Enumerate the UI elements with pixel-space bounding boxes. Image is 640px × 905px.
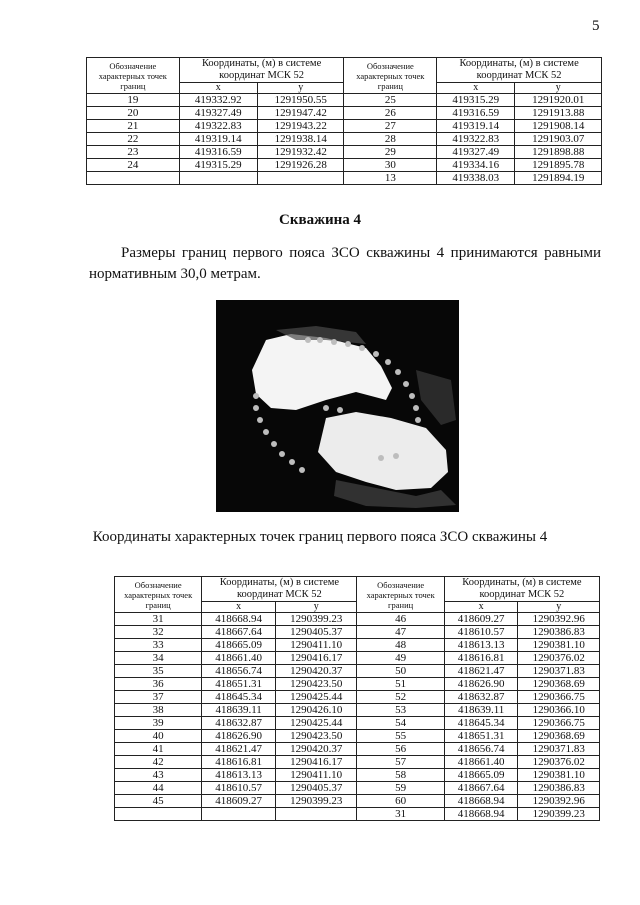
table-row <box>115 769 600 782</box>
cell-x: 418610.57 <box>444 626 518 639</box>
cell-x: 418632.87 <box>202 717 276 730</box>
cell-y <box>275 808 357 821</box>
cell-x: 419327.49 <box>179 107 257 120</box>
cell-y: 1290366.10 <box>518 704 600 717</box>
cell-point: 38 <box>115 704 202 717</box>
cell-x: 418645.34 <box>202 691 276 704</box>
cell-x: 418639.11 <box>202 704 276 717</box>
cell-y: 1290405.37 <box>275 782 357 795</box>
cell-y: 1291908.14 <box>515 120 602 133</box>
cell-y: 1290399.23 <box>275 613 357 626</box>
cell-y: 1291895.78 <box>515 159 602 172</box>
cell-point: 13 <box>344 172 437 185</box>
cell-point: 26 <box>344 107 437 120</box>
header-y-left: y <box>275 602 357 613</box>
aerial-photo <box>216 300 459 512</box>
cell-x: 418665.09 <box>444 769 518 782</box>
cell-y: 1290366.75 <box>518 717 600 730</box>
cell-y: 1290371.83 <box>518 743 600 756</box>
header-point-right: Обозначение характерных точек границ <box>357 577 444 613</box>
cell-point: 47 <box>357 626 444 639</box>
table-row <box>115 782 600 795</box>
cell-y: 1290425.44 <box>275 717 357 730</box>
cell-y: 1290420.37 <box>275 665 357 678</box>
cell-x: 418667.64 <box>202 626 276 639</box>
cell-x: 418668.94 <box>202 613 276 626</box>
cell-y: 1290416.17 <box>275 652 357 665</box>
cell-point: 40 <box>115 730 202 743</box>
table-row <box>115 639 600 652</box>
cell-y: 1290423.50 <box>275 730 357 743</box>
table-row <box>115 704 600 717</box>
cell-x: 418613.13 <box>202 769 276 782</box>
cell-y: 1290416.17 <box>275 756 357 769</box>
cell-y: 1290405.37 <box>275 626 357 639</box>
cell-y: 1290381.10 <box>518 639 600 652</box>
cell-point: 54 <box>357 717 444 730</box>
cell-point: 32 <box>115 626 202 639</box>
cell-point: 29 <box>344 146 437 159</box>
cell-x: 418639.11 <box>444 704 518 717</box>
cell-y: 1291894.19 <box>515 172 602 185</box>
cell-x: 419322.83 <box>179 120 257 133</box>
cell-y: 1290381.10 <box>518 769 600 782</box>
table-row <box>87 159 602 172</box>
cell-point: 19 <box>87 94 180 107</box>
cell-x: 419316.59 <box>437 107 515 120</box>
cell-x: 418616.81 <box>444 652 518 665</box>
cell-x: 418668.94 <box>444 808 518 821</box>
cell-point: 58 <box>357 769 444 782</box>
cell-y: 1290426.10 <box>275 704 357 717</box>
body-paragraph: Размеры границ первого пояса ЗСО скважины 4 принимаются равными нормативным 30,0 метрам. <box>89 245 601 282</box>
header-x-left: x <box>202 602 276 613</box>
cell-point: 41 <box>115 743 202 756</box>
table-row <box>115 652 600 665</box>
cell-x: 419316.59 <box>179 146 257 159</box>
cell-point <box>87 172 180 185</box>
cell-y: 1291903.07 <box>515 133 602 146</box>
cell-y: 1290411.10 <box>275 769 357 782</box>
cell-x: 418668.94 <box>444 795 518 808</box>
cell-x: 419332.92 <box>179 94 257 107</box>
header-coords-left: Координаты, (м) в системе координат МСК 52 <box>179 58 344 83</box>
cell-point: 60 <box>357 795 444 808</box>
cell-x: 418645.34 <box>444 717 518 730</box>
cell-point: 25 <box>344 94 437 107</box>
cell-y: 1290386.83 <box>518 782 600 795</box>
cell-y: 1290423.50 <box>275 678 357 691</box>
cell-x: 418632.87 <box>444 691 518 704</box>
header-y-right: y <box>518 602 600 613</box>
cell-x: 418609.27 <box>202 795 276 808</box>
cell-y: 1291926.28 <box>257 159 344 172</box>
cell-point: 56 <box>357 743 444 756</box>
section-heading: Скважина 4 <box>279 212 361 228</box>
cell-point: 36 <box>115 678 202 691</box>
table-row <box>115 691 600 704</box>
cell-point <box>115 808 202 821</box>
cell-x: 418656.74 <box>202 665 276 678</box>
cell-point: 28 <box>344 133 437 146</box>
cell-y: 1291898.88 <box>515 146 602 159</box>
cell-point: 39 <box>115 717 202 730</box>
cell-x: 419334.16 <box>437 159 515 172</box>
cell-point: 57 <box>357 756 444 769</box>
cell-y: 1290425.44 <box>275 691 357 704</box>
header-point-right: Обозначение характерных точек границ <box>344 58 437 94</box>
cell-y <box>257 172 344 185</box>
cell-x: 418661.40 <box>202 652 276 665</box>
cell-point: 46 <box>357 613 444 626</box>
cell-x: 419315.29 <box>437 94 515 107</box>
cell-x: 418626.90 <box>444 678 518 691</box>
cell-x: 418667.64 <box>444 782 518 795</box>
header-point-left: Обозначение характерных точек границ <box>87 58 180 94</box>
cell-x: 418661.40 <box>444 756 518 769</box>
header-coords-right: Координаты, (м) в системе координат МСК 52 <box>444 577 599 602</box>
cell-y: 1290376.02 <box>518 756 600 769</box>
table-row <box>115 808 600 821</box>
cell-point: 20 <box>87 107 180 120</box>
cell-y: 1291920.01 <box>515 94 602 107</box>
table-row <box>87 94 602 107</box>
cell-x: 418616.81 <box>202 756 276 769</box>
table-row <box>115 756 600 769</box>
table-row <box>87 107 602 120</box>
table-row <box>87 172 602 185</box>
cell-point: 55 <box>357 730 444 743</box>
cell-y: 1290420.37 <box>275 743 357 756</box>
cell-y: 1291950.55 <box>257 94 344 107</box>
cell-point: 33 <box>115 639 202 652</box>
table-body <box>87 94 602 185</box>
cell-point: 35 <box>115 665 202 678</box>
header-point-left: Обозначение характерных точек границ <box>115 577 202 613</box>
header-coords-left: Координаты, (м) в системе координат МСК 52 <box>202 577 357 602</box>
cell-x: 418651.31 <box>444 730 518 743</box>
cell-x: 419319.14 <box>437 120 515 133</box>
cell-y: 1291913.88 <box>515 107 602 120</box>
cell-x: 418656.74 <box>444 743 518 756</box>
cell-y: 1291932.42 <box>257 146 344 159</box>
cell-y: 1290392.96 <box>518 795 600 808</box>
table-row <box>87 133 602 146</box>
cell-point: 53 <box>357 704 444 717</box>
page-number: 5 <box>592 18 600 34</box>
cell-point: 31 <box>115 613 202 626</box>
cell-point: 23 <box>87 146 180 159</box>
cell-point: 37 <box>115 691 202 704</box>
table-row <box>115 665 600 678</box>
cell-point: 31 <box>357 808 444 821</box>
cell-y: 1290399.23 <box>275 795 357 808</box>
cell-point: 22 <box>87 133 180 146</box>
cell-x: 418621.47 <box>202 743 276 756</box>
table-row <box>115 743 600 756</box>
table-row <box>115 730 600 743</box>
cell-y: 1291938.14 <box>257 133 344 146</box>
cell-point: 48 <box>357 639 444 652</box>
cell-x: 418610.57 <box>202 782 276 795</box>
table-row <box>115 678 600 691</box>
coordinates-table-1 <box>86 57 602 185</box>
cell-x: 419315.29 <box>179 159 257 172</box>
cell-y: 1290376.02 <box>518 652 600 665</box>
cell-y: 1290371.83 <box>518 665 600 678</box>
cell-y: 1290368.69 <box>518 730 600 743</box>
cell-point: 59 <box>357 782 444 795</box>
cell-x: 418621.47 <box>444 665 518 678</box>
table-row <box>87 120 602 133</box>
header-x-left: x <box>179 83 257 94</box>
cell-y: 1290399.23 <box>518 808 600 821</box>
cell-x: 419327.49 <box>437 146 515 159</box>
cell-y: 1290386.83 <box>518 626 600 639</box>
cell-point: 49 <box>357 652 444 665</box>
header-coords-right: Координаты, (м) в системе координат МСК 52 <box>437 58 602 83</box>
header-y-left: y <box>257 83 344 94</box>
cell-y: 1291943.22 <box>257 120 344 133</box>
cell-y: 1291947.42 <box>257 107 344 120</box>
table-row <box>115 795 600 808</box>
cell-point: 43 <box>115 769 202 782</box>
cell-y: 1290368.69 <box>518 678 600 691</box>
cell-x: 419338.03 <box>437 172 515 185</box>
cell-x: 419322.83 <box>437 133 515 146</box>
cell-point: 52 <box>357 691 444 704</box>
cell-x <box>202 808 276 821</box>
cell-x: 418609.27 <box>444 613 518 626</box>
cell-point: 50 <box>357 665 444 678</box>
table-body <box>115 613 600 821</box>
table-caption: Координаты характерных точек границ первого пояса ЗСО скважины 4 <box>92 529 548 545</box>
cell-y: 1290366.75 <box>518 691 600 704</box>
cell-point: 30 <box>344 159 437 172</box>
cell-x: 418613.13 <box>444 639 518 652</box>
table-row <box>115 717 600 730</box>
cell-point: 34 <box>115 652 202 665</box>
cell-point: 27 <box>344 120 437 133</box>
header-x-right: x <box>437 83 515 94</box>
cell-point: 42 <box>115 756 202 769</box>
coordinates-table-2 <box>114 576 600 821</box>
cell-y: 1290392.96 <box>518 613 600 626</box>
cell-x: 418626.90 <box>202 730 276 743</box>
cell-point: 45 <box>115 795 202 808</box>
header-x-right: x <box>444 602 518 613</box>
cell-point: 44 <box>115 782 202 795</box>
cell-x <box>179 172 257 185</box>
cell-point: 21 <box>87 120 180 133</box>
cell-x: 418665.09 <box>202 639 276 652</box>
cell-point: 24 <box>87 159 180 172</box>
cell-y: 1290411.10 <box>275 639 357 652</box>
cell-x: 419319.14 <box>179 133 257 146</box>
cell-x: 418651.31 <box>202 678 276 691</box>
cell-point: 51 <box>357 678 444 691</box>
table-row <box>115 613 600 626</box>
header-y-right: y <box>515 83 602 94</box>
table-row <box>115 626 600 639</box>
table-row <box>87 146 602 159</box>
